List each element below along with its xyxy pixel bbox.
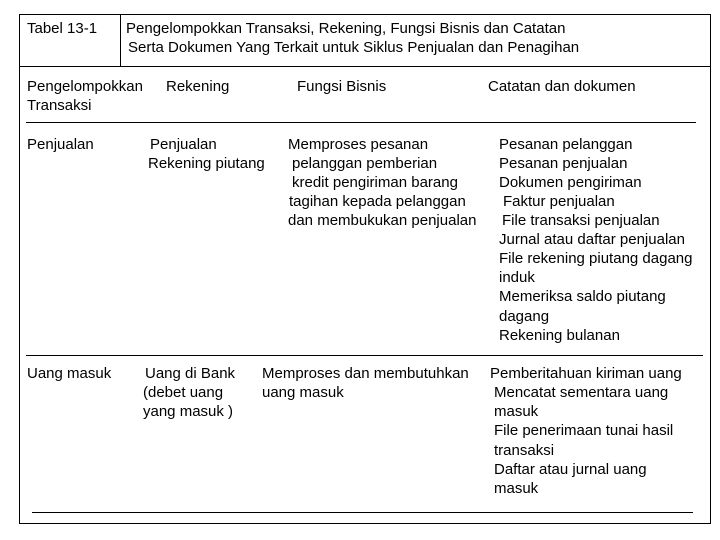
header-transaksi: Pengelompokkan <box>27 78 143 95</box>
row-uang-masuk-rekening: Uang di Bank <box>145 365 236 382</box>
row-divider <box>26 355 703 356</box>
row-penjualan-catatan: File transaksi penjualan <box>502 212 660 229</box>
row-penjualan-fungsi: pelanggan pemberian <box>292 155 438 172</box>
row-penjualan-catatan: Rekening bulanan <box>499 327 620 344</box>
row-uang-masuk-rekening: yang masuk ) <box>143 403 234 420</box>
row-uang-masuk-catatan: File penerimaan tunai hasil <box>494 422 674 439</box>
row-penjualan-catatan: Dokumen pengiriman <box>499 174 642 191</box>
row-uang-masuk-catatan: transaksi <box>494 442 555 459</box>
row-uang-masuk-rekening: (debet uang <box>143 384 224 401</box>
row-penjualan-fungsi: kredit pengiriman barang <box>292 174 458 191</box>
table-label: Tabel 13-1 <box>27 20 98 37</box>
row-penjualan-catatan: Pesanan pelanggan <box>499 136 633 153</box>
row-uang-masuk-catatan: Mencatat sementara uang <box>494 384 669 401</box>
header-fungsi: Fungsi Bisnis <box>297 78 387 95</box>
header-catatan: Catatan dan dokumen <box>488 78 636 95</box>
row-penjualan-catatan: File rekening piutang dagang <box>499 250 693 267</box>
row-penjualan-catatan: dagang <box>499 308 550 325</box>
header-rekening: Rekening <box>166 78 230 95</box>
row-penjualan-catatan: Faktur penjualan <box>503 193 615 210</box>
title-divider <box>120 14 121 66</box>
table-bottom-line <box>32 512 693 513</box>
row-uang-masuk-fungsi: uang masuk <box>262 384 344 401</box>
row-penjualan-fungsi: dan membukukan penjualan <box>288 212 477 229</box>
row-penjualan-transaksi: Penjualan <box>27 136 94 153</box>
row-penjualan-rekening: Rekening piutang <box>148 155 265 172</box>
row-penjualan-catatan: Memeriksa saldo piutang <box>499 288 666 305</box>
row-uang-masuk-catatan: Pemberitahuan kiriman uang <box>490 365 682 382</box>
row-uang-masuk-catatan: masuk <box>494 403 539 420</box>
row-penjualan-rekening: Penjualan <box>150 136 217 153</box>
table-title-line-2: Serta Dokumen Yang Terkait untuk Siklus Penjualan dan Penagihan <box>128 39 580 56</box>
row-uang-masuk-fungsi: Memproses dan membutuhkan <box>262 365 469 382</box>
row-penjualan-fungsi: Memproses pesanan <box>288 136 429 153</box>
row-penjualan-catatan: induk <box>499 269 535 286</box>
row-penjualan-catatan: Pesanan penjualan <box>499 155 628 172</box>
row-penjualan-catatan: Jurnal atau daftar penjualan <box>499 231 685 248</box>
header-transaksi-2: Transaksi <box>27 97 92 114</box>
title-underline <box>19 66 711 67</box>
row-penjualan-fungsi: tagihan kepada pelanggan <box>289 193 466 210</box>
header-underline <box>26 122 696 123</box>
row-uang-masuk-transaksi: Uang masuk <box>27 365 112 382</box>
row-uang-masuk-catatan: masuk <box>494 480 539 497</box>
row-uang-masuk-catatan: Daftar atau jurnal uang <box>494 461 647 478</box>
table-title-line-1: Pengelompokkan Transaksi, Rekening, Fungsi Bisnis dan Catatan <box>126 20 566 37</box>
